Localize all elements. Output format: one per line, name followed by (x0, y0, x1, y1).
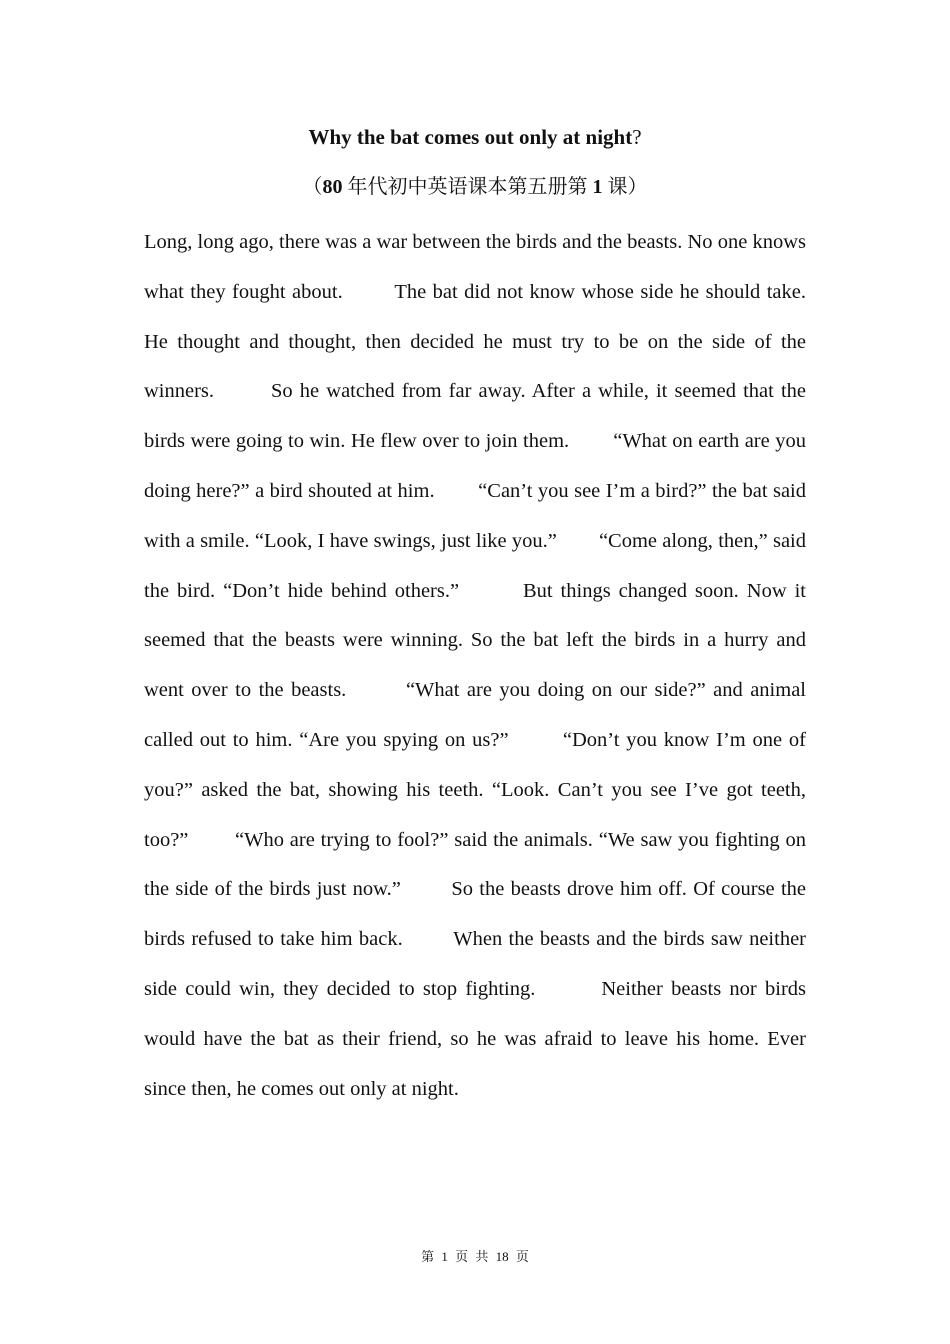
title-text: Why the bat comes out only at night (308, 125, 633, 149)
subtitle-lesson-number: 1 (592, 176, 603, 198)
subtitle-end: 课） (602, 176, 648, 198)
story-body: Long, long ago, there was a war between the birds and the beasts. No one knows what they fought about. The bat did not know whose side he should take. He thought and thought, then decided he must try to be on the side of the winners. So he watched from far away. After a while, it seemed that the birds were going to win. He flew over to join them. “What on earth are you doing here?” a bird shouted at him. “Can’t you see I’m a bird?” the bat said with a smile. “Look, I have swings, just like you.” “Come along, then,” said the bird. “Don’t hide behind others.” But things changed soon. Now it seemed that the beasts were winning. So the bat left the birds in a hurry and went over to the beasts. “What are you doing on our side?” and animal called out to him. “Are you spying on us?” “Don’t you know I’m one of you?” asked the bat, showing his teeth. “Look. Can’t you see I’ve got teeth, too?” “Who are trying to fool?” said the animals. “We saw you fighting on the side of the birds just now.” So the beasts drove him off. Of course the birds refused to take him back. When the beasts and the birds saw neither side could win, they decided to stop fighting. Neither beasts nor birds would have the bat as their friend, so he was afraid to leave his home. Ever since then, he comes out only at night. (144, 231, 806, 1100)
subtitle-middle: 年代初中英语课本第五册第 (342, 176, 593, 198)
document-subtitle (0, 172, 950, 202)
title-question-mark: ? (632, 125, 642, 149)
subtitle-decade: 80 (322, 176, 343, 198)
subtitle-open-paren: （ (302, 176, 323, 198)
document-title (0, 122, 950, 152)
page-footer: 第 1 页 共 18 页 (421, 1249, 529, 1264)
